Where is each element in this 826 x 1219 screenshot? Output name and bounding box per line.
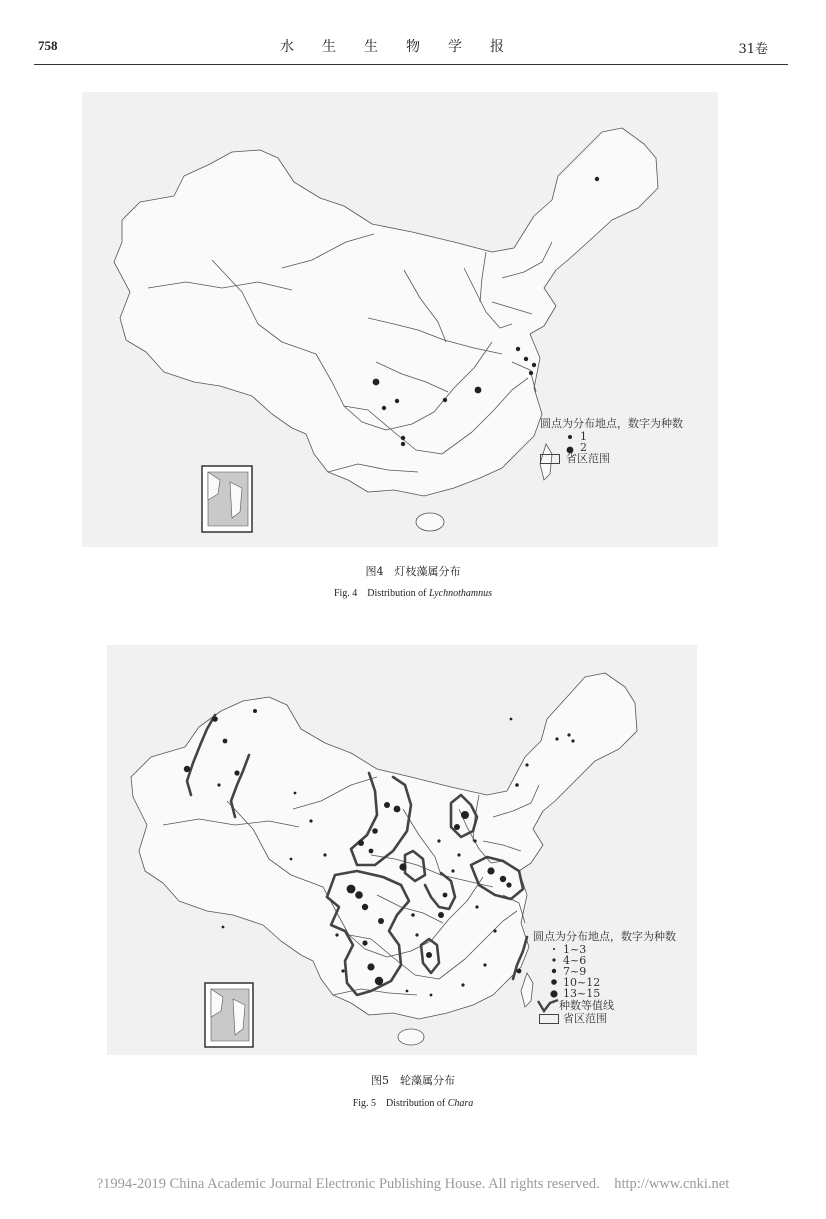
- dot-size-1: [532, 363, 536, 367]
- dot: [571, 739, 574, 742]
- header-rule: [34, 64, 788, 65]
- legend-isoline-icon: [537, 999, 559, 1013]
- dot: [411, 913, 415, 917]
- dot: [426, 952, 432, 958]
- south-china-sea-inset: [202, 466, 252, 532]
- dot-size-1: [529, 371, 533, 375]
- legend-boundary-label: 省区范围: [566, 452, 610, 465]
- legend-isoline-label: 种数等值线: [559, 999, 614, 1012]
- dot: [234, 770, 239, 775]
- dot: [253, 709, 257, 713]
- legend-item-1: 1~3: [563, 943, 587, 956]
- dot: [399, 863, 406, 870]
- dot: [415, 933, 418, 936]
- dot-size-1: [524, 357, 528, 361]
- figure-5-caption-cn: 图5 轮藻属分布: [371, 1074, 455, 1087]
- dot: [506, 882, 511, 887]
- dot: [461, 811, 469, 819]
- dot: [430, 994, 433, 997]
- dot: [223, 739, 228, 744]
- legend-item-5: 13~15: [563, 987, 601, 1000]
- legend-boundary-box: [539, 1014, 559, 1024]
- legend-dot-icons: [547, 944, 561, 1000]
- dot: [443, 893, 448, 898]
- figure-5-caption-prefix: Fig. 5 Distribution of: [352, 1098, 448, 1109]
- dot: [323, 853, 326, 856]
- dot: [362, 904, 368, 910]
- dot-size-2: [373, 379, 380, 386]
- legend-item-1: 1: [580, 430, 587, 443]
- dot: [217, 783, 220, 786]
- hainan-island: [398, 1029, 424, 1045]
- south-china-sea-inset: [205, 983, 253, 1047]
- dot: [457, 853, 460, 856]
- dot: [475, 905, 478, 908]
- legend-item-3: 7~9: [563, 965, 587, 978]
- dot-size-1: [401, 442, 405, 446]
- legend-boundary-label: 省区范围: [563, 1012, 607, 1025]
- dot: [184, 766, 190, 772]
- dot-size-2: [475, 387, 482, 394]
- legend-fig5: [533, 931, 697, 1031]
- figure-5-caption-en: [0, 1094, 826, 1109]
- legend-item-2: 4~6: [563, 954, 587, 967]
- dot-size-1: [516, 347, 520, 351]
- figure-5-genus: Chara: [447, 1098, 474, 1109]
- legend-title: 圆点为分布地点，数字为种数: [533, 930, 676, 943]
- dot: [290, 858, 293, 861]
- dot: [406, 990, 409, 993]
- dot-size-1: [443, 398, 447, 402]
- dot: [222, 926, 225, 929]
- figure-4-caption-en: [0, 584, 826, 599]
- dot: [212, 716, 218, 722]
- dot: [510, 718, 513, 721]
- dot-size-1: [595, 177, 599, 181]
- dot: [517, 969, 522, 974]
- dot: [451, 869, 454, 872]
- copyright-footer: ?1994-2019 China Academic Journal Electronic Publishing House. All rights reserved. http://www.cnki.net: [96, 1176, 730, 1192]
- page-number: 758: [38, 38, 58, 53]
- figure-4-caption-prefix: Fig. 4 Distribution of: [333, 588, 429, 599]
- dot: [347, 885, 356, 894]
- dot: [567, 733, 570, 736]
- dot: [437, 839, 440, 842]
- dot: [355, 891, 363, 899]
- dot: [367, 963, 374, 970]
- dot-size-1: [382, 406, 386, 410]
- dot: [473, 839, 476, 842]
- dot: [500, 876, 506, 882]
- dot: [493, 929, 496, 932]
- journal-title: 水生生物学报: [280, 39, 532, 55]
- figure-5-map: [107, 645, 697, 1055]
- dot: [555, 737, 558, 740]
- dot: [341, 969, 344, 972]
- dot-size-1: [395, 399, 399, 403]
- dot: [378, 918, 384, 924]
- dot: [358, 840, 364, 846]
- dot: [335, 933, 338, 936]
- dot: [309, 819, 312, 822]
- dot: [461, 983, 464, 986]
- dot-size-1: [401, 436, 405, 440]
- dot: [487, 867, 494, 874]
- dot: [362, 940, 367, 945]
- dot: [454, 824, 460, 830]
- dot: [483, 963, 486, 966]
- legend-fig4: [540, 418, 710, 468]
- hainan-island: [416, 513, 444, 531]
- taiwan-island: [521, 973, 533, 1007]
- figure-4-caption-cn: 图4 灯枝藻属分布: [365, 565, 461, 578]
- dot: [438, 912, 444, 918]
- figure-4-genus: Lychnothamnus: [428, 588, 493, 599]
- dot: [515, 783, 519, 787]
- dot: [294, 792, 297, 795]
- china-map-fig4: [82, 92, 718, 547]
- legend-item-2: 2: [580, 441, 587, 454]
- volume-label: 31卷: [738, 42, 768, 57]
- dot: [372, 828, 378, 834]
- page-header: [0, 0, 826, 66]
- dot: [525, 763, 528, 766]
- legend-title: 圆点为分布地点，数字为种数: [540, 417, 683, 430]
- legend-item-4: 10~12: [563, 976, 601, 989]
- dot: [384, 802, 390, 808]
- legend-boundary-box: [540, 454, 560, 464]
- dot: [375, 977, 383, 985]
- dot: [394, 806, 401, 813]
- dot: [369, 849, 374, 854]
- figure-4-map: [82, 92, 718, 547]
